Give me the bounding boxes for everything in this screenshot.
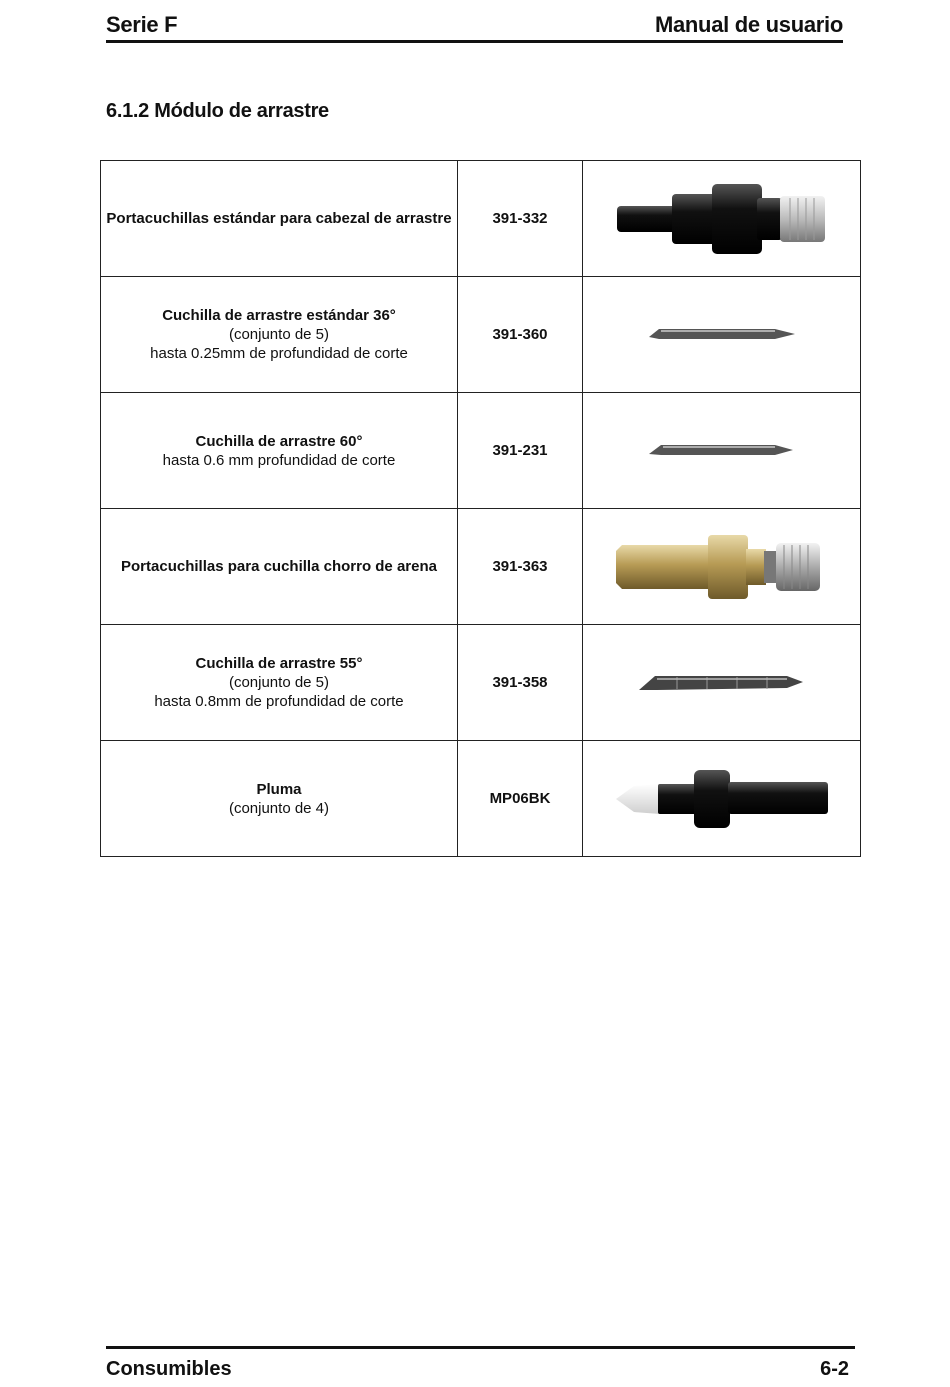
part-title: Cuchilla de arrastre 60° bbox=[195, 432, 363, 450]
part-subtitle: (conjunto de 5) bbox=[228, 326, 330, 343]
parts-table bbox=[100, 160, 861, 857]
table-row bbox=[101, 509, 861, 625]
blade-36-icon bbox=[647, 325, 797, 345]
part-title: Portacuchillas para cuchilla chorro de arena bbox=[121, 558, 437, 575]
table-row bbox=[101, 277, 861, 393]
table-row bbox=[101, 625, 861, 741]
part-description bbox=[101, 277, 458, 393]
part-title: Pluma bbox=[256, 780, 302, 798]
part-code: 391-332 bbox=[458, 161, 583, 277]
part-depth: hasta 0.25mm de profundidad de corte bbox=[150, 345, 408, 362]
part-image-cell bbox=[583, 625, 861, 741]
part-image-cell bbox=[583, 161, 861, 277]
page-footer bbox=[106, 1346, 855, 1385]
blade-60-icon bbox=[647, 441, 797, 461]
part-subtitle: (conjunto de 4) bbox=[228, 799, 330, 817]
sandblast-blade-holder-icon bbox=[612, 527, 832, 607]
part-code: 391-231 bbox=[458, 393, 583, 509]
part-depth: hasta 0.6 mm profundidad de corte bbox=[162, 451, 396, 469]
part-code: 391-363 bbox=[458, 509, 583, 625]
page-header bbox=[106, 10, 843, 43]
blade-55-icon bbox=[637, 670, 807, 696]
part-description bbox=[101, 741, 458, 857]
part-subtitle: (conjunto de 5) bbox=[228, 674, 330, 691]
page-number: 6-2 bbox=[820, 1357, 849, 1380]
footer-chapter: Consumibles bbox=[106, 1357, 232, 1380]
table-row bbox=[101, 161, 861, 277]
part-image-cell bbox=[583, 277, 861, 393]
part-image-cell bbox=[583, 509, 861, 625]
part-depth: hasta 0.8mm de profundidad de corte bbox=[154, 693, 404, 710]
part-description bbox=[101, 509, 458, 625]
part-description bbox=[101, 161, 458, 277]
table-row bbox=[101, 741, 861, 857]
part-title: Cuchilla de arrastre estándar 36° bbox=[162, 307, 396, 324]
header-manual: Manual de usuario bbox=[654, 12, 843, 37]
part-description bbox=[101, 625, 458, 741]
part-code: 391-358 bbox=[458, 625, 583, 741]
part-code: MP06BK bbox=[458, 741, 583, 857]
header-series: Serie F bbox=[106, 12, 178, 37]
part-code: 391-360 bbox=[458, 277, 583, 393]
standard-blade-holder-icon bbox=[602, 174, 842, 264]
part-image-cell bbox=[583, 741, 861, 857]
section-title: 6.1.2 Módulo de arrastre bbox=[106, 100, 329, 122]
part-title: Cuchilla de arrastre 55° bbox=[195, 655, 363, 672]
part-title: Portacuchillas estándar para cabezal de arrastre bbox=[106, 210, 452, 227]
pen-icon bbox=[612, 764, 832, 834]
table-row bbox=[101, 393, 861, 509]
part-description bbox=[101, 393, 458, 509]
part-image-cell bbox=[583, 393, 861, 509]
